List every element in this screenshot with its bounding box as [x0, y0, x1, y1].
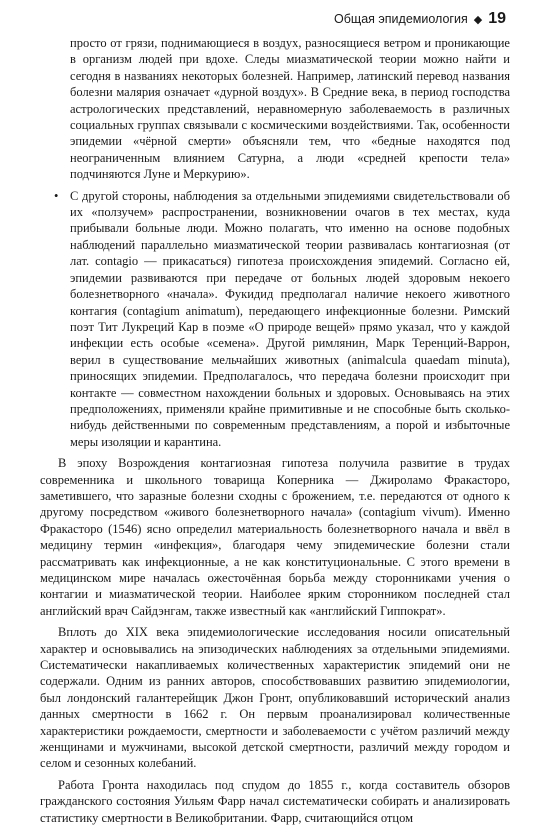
running-title: Общая эпидемиология	[334, 12, 468, 26]
bullet-list-item	[40, 188, 510, 451]
continued-paragraph: просто от грязи, поднимающиеся в воздух, разносящиеся ветром и проникающие в организм людей при вдохе. Следы миазматической теории можно найти и сегодня в названиях некоторых болезней. Например, латинский перевод названия болезни малярия означает «дурной воздух». В Средние века, в период господства астрологических представлений, неравномерную заболеваемость в различных социальных группах связывали с космическими воздействиями. Так, особенности эпидемии «чёрной смерти» объясняли тем, что «бедные находятся под неограниченным влиянием Сатурна, а люди «средней крепости тела» подчиняются Луне и Меркурию».	[70, 36, 510, 182]
running-header	[40, 10, 510, 29]
paragraph-19th-century: Вплоть до XIX века эпидемиологические исследования носили описательный характер и основывались на эпизодических наблюдениях за отдельными эпидемиями. Систематически накапливаемых количественных характеристик эпидемий они не содержали. Одним из ранних авторов, способствовавших развитию эпидемиологии, был лондонский галантерейщик Джон Гронт, опубликовавший исторический анализ данных смертности в 1662 г. Он первым проанализировал количественные характеристики рождаемости, смертности и заболеваемости с учётом различий между женщинами и мужчинами, высокой детской смертности, различий между городом и селом и сезонных колебаний.	[40, 625, 510, 771]
diamond-separator-icon: ◆	[473, 14, 483, 26]
page-number: 19	[488, 10, 506, 27]
paragraph-renaissance: В эпоху Возрождения контагиозная гипотеза получила развитие в трудах современника и школьного товарища Коперника — Джироламо Фракасторо, заметившего, что заразные болезни сходны с брожением, т.е. передаются от одного к другому посредством «живого болезнетворного начала» (contagium vivum). Именно Фракасторо (1546) ясно определил материальность болезнетворного начала и ввёл в медицину термин «инфекция», благодаря чему эпидемические болезни стали рассматривать как инфекционные, а не как конституциональные. С этого времени в медицинском мире началась ожесточённая борьба между сторонниками учения о контагии и миазматической теории. Наиболее ярким сторонником последней стал английский врач Сайдэнгам, также известный как «английский Гиппократ».	[40, 456, 510, 618]
body-text	[40, 35, 510, 826]
paragraph-graunt-farr: Работа Гронта находилась под спудом до 1855 г., когда составитель обзоров гражданского состояния Уильям Фарр начал систематически собирать и анализировать статистику смертности в Великобритании. Фарр, считающийся отцом	[40, 777, 510, 825]
bullet-paragraph: С другой стороны, наблюдения за отдельными эпидемиями свидетельствовали об их «ползучем» распространении, возникновении очагов в тех местах, куда прибывали больные люди. Можно полагать, что именно на основе подобных наблюдений параллельно миазматической теории развивалась контагиозная (от лат. contagio — прикасаться) гипотеза происхождения эпидемий. Согласно ей, эпидемии развиваются при передаче от больных людей здоровым некоего болезнетворного «начала». Фукидид предполагал наличие некоего животного контагия (contagium animatum), передающего инфекционные болезни. Римский поэт Тит Лукреций Кар в поэме «О природе вещей» прямо указал, что у каждой инфекции есть особые «семена». Другой римлянин, Марк Теренций-Варрон, верил в существование мельчайших животных (animalcula quaedam minuta), приносящих эпидемии. Предполагалось, что передача болезни происходит при контакте — совместном нахождении больных и здоровых. Основываясь на этих предположениях, применяли крайне примитивные и не способные быть сколько-нибудь действенными по современным представлениям, а порой и избыточные меры изоляции и карантина.	[70, 188, 510, 449]
bullet-icon: •	[54, 188, 59, 203]
